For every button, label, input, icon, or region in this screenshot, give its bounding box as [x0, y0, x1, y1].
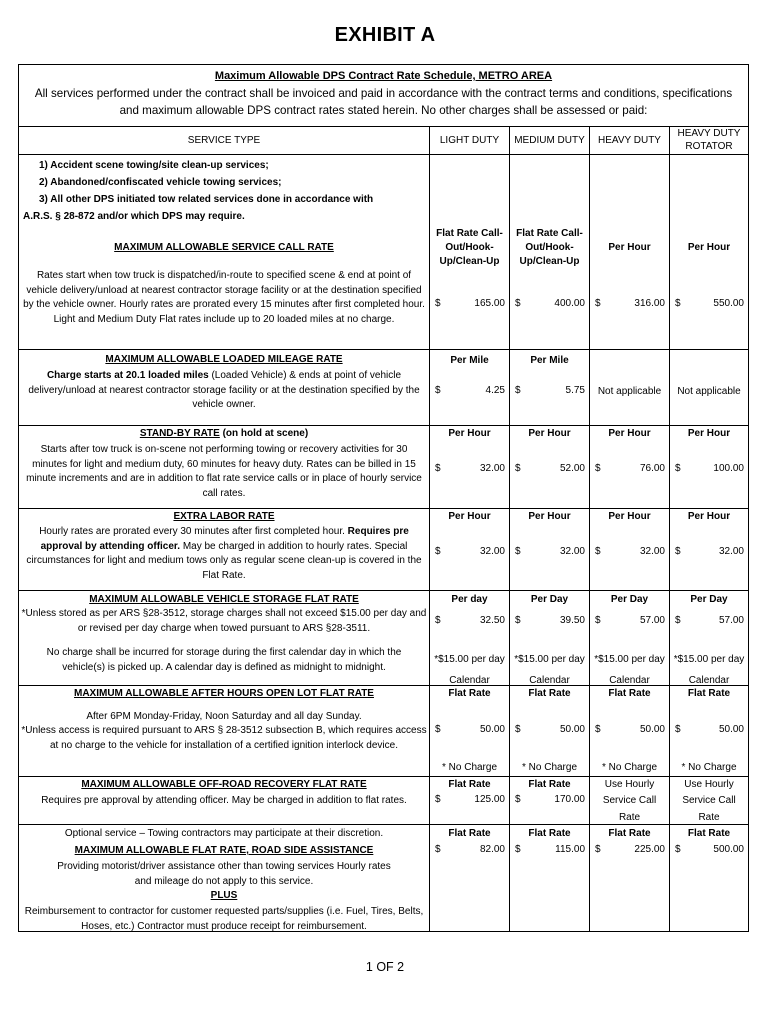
- rate-rotator: Rate: [698, 812, 720, 823]
- unit-medium: Flat Rate: [528, 688, 571, 699]
- unit-medium: Flat Rate: [528, 828, 571, 839]
- standby-title: STAND-BY RATE (on hold at scene): [139, 428, 309, 439]
- unit-light: Per Hour: [448, 511, 491, 522]
- svc-heavy: Service Call: [602, 795, 657, 806]
- roadside-plus: PLUS: [210, 890, 238, 901]
- storage-title: MAXIMUM ALLOWABLE VEHICLE STORAGE FLAT RATE: [89, 594, 359, 605]
- calendar-medium: Calendar: [529, 675, 570, 686]
- page-number: 1 OF 2: [365, 960, 405, 974]
- calendar-heavy: Calendar: [609, 675, 650, 686]
- offroad-title: MAXIMUM ALLOWABLE OFF-ROAD RECOVERY FLAT RATE: [81, 779, 367, 790]
- unit-light: Flat Rate: [448, 779, 491, 790]
- mileage-title: MAXIMUM ALLOWABLE LOADED MILEAGE RATE: [105, 354, 343, 365]
- price-heavy: $ 32.00: [595, 546, 665, 557]
- unit-rotator: Per Hour: [687, 242, 731, 253]
- afterhours-title: MAXIMUM ALLOWABLE AFTER HOURS OPEN LOT FLAT RATE: [74, 688, 374, 699]
- price-rotator: $ 500.00: [675, 844, 744, 855]
- col-medium-duty: MEDIUM DUTY: [514, 134, 585, 146]
- unit-rotator: Flat Rate: [687, 828, 731, 839]
- price-light: $ 125.00: [435, 794, 505, 805]
- roadside-optional: Optional service – Towing contractors may participate at their discretion.: [64, 828, 384, 839]
- price-heavy: $ 50.00: [595, 724, 665, 735]
- schedule-header: [19, 65, 748, 127]
- price-medium: $ 400.00: [515, 298, 585, 309]
- list-item: 3) All other DPS initiated tow related services done in accordance with: [39, 194, 374, 205]
- note-rotator: * No Charge: [681, 762, 737, 773]
- price-light: $ 165.00: [435, 298, 505, 309]
- price-medium: $ 32.00: [515, 546, 585, 557]
- price-light: $ 32.00: [435, 546, 505, 557]
- price-heavy: $ 316.00: [595, 298, 665, 309]
- storage-desc: *Unless stored as per ARS §28-3512, storage charges shall not exceed $15.00 per day and or revised per day charge when towed pursuant to ARS §28-3511.: [21, 608, 427, 634]
- na-heavy: Not applicable: [597, 386, 662, 397]
- schedule-subtitle: Maximum Allowable DPS Contract Rate Schedule, METRO AREA: [214, 70, 553, 82]
- unit-rotator: Per Hour: [687, 511, 731, 522]
- price-light: $ 32.50: [435, 615, 505, 626]
- service-call-desc: Rates start when tow truck is dispatched/in-route to specified scene & end at point of vehicle delivery/unload at nearest contractor storage facility or at the destination specified by the vehicle owner. Hourly rates are prorated every 15 minutes after first completed hour. Light and Medium Duty Flat rates include up to 20 loaded miles at no charge.: [23, 270, 425, 325]
- unit-heavy: Per Hour: [608, 242, 651, 253]
- note-light: * No Charge: [441, 762, 498, 773]
- price-heavy: $ 225.00: [595, 844, 665, 855]
- note-medium: *$15.00 per day: [514, 654, 585, 665]
- unit-light: Per Hour: [448, 428, 491, 439]
- price-rotator: $ 550.00: [675, 298, 744, 309]
- price-medium: $ 115.00: [515, 844, 585, 855]
- unit-heavy: Per Day: [610, 594, 649, 605]
- unit-rotator: Per Day: [690, 594, 728, 605]
- service-list: [23, 157, 374, 225]
- row-divider: [19, 824, 748, 825]
- price-medium: $ 50.00: [515, 724, 585, 735]
- list-item: A.R.S. § 28-872 and/or which DPS may require.: [23, 211, 245, 222]
- storage-desc-2: No charge shall be incurred for storage during the first calendar day in which the vehicle(s) is picked up. A calendar day is defined as midnight to midnight.: [46, 647, 402, 673]
- unit-light: Flat Rate: [448, 688, 491, 699]
- unit-rotator: Use Hourly: [684, 779, 734, 790]
- unit-medium: Per Hour: [528, 428, 571, 439]
- price-light: $ 50.00: [435, 724, 505, 735]
- note-heavy: *$15.00 per day: [594, 654, 665, 665]
- roadside-desc: Providing motorist/driver assistance other than towing services Hourly rates and mileage do not apply to this service.: [57, 861, 391, 887]
- unit-light: Flat Rate: [448, 828, 491, 839]
- page-title: EXHIBIT A: [334, 24, 436, 46]
- unit-rotator: Per Hour: [687, 428, 731, 439]
- unit-medium: Flat Rate: [528, 779, 571, 790]
- afterhours-desc: After 6PM Monday-Friday, Noon Saturday and all day Sunday.: [86, 711, 362, 722]
- na-rotator: Not applicable: [677, 386, 741, 397]
- unit-rotator: Flat Rate: [687, 688, 731, 699]
- row-divider: [19, 508, 748, 509]
- svc-rotator: Service Call: [682, 795, 736, 806]
- service-call-title: MAXIMUM ALLOWABLE SERVICE CALL RATE: [114, 242, 334, 253]
- note-medium: * No Charge: [521, 762, 578, 773]
- roadside-desc-2: Reimbursement to contractor for customer requested parts/supplies (i.e. Fuel, Tires, Belts, Hoses, etc.) Contractor must produce receipt for reimbursement.: [24, 906, 424, 932]
- unit-heavy: Per Hour: [608, 428, 651, 439]
- price-rotator: $ 50.00: [675, 724, 744, 735]
- price-heavy: $ 57.00: [595, 615, 665, 626]
- labor-desc: Hourly rates are prorated every 30 minutes after first completed hour. Requires pre approval by attending officer. May be charged in addition to hourly rates. Special circumstances for light and medium tows only as regular scene clean-up is covered in the Flat Rate.: [26, 526, 422, 581]
- list-item: 1) Accident scene towing/site clean-up services;: [39, 160, 269, 171]
- mileage-desc: Charge starts at 20.1 loaded miles (Loaded Vehicle) & ends at point of vehicle delivery/unload at nearest contractor storage facility or at the destination specified by the vehicle owner.: [28, 370, 420, 410]
- col-heavy-rotator: HEAVY DUTY ROTATOR: [677, 128, 741, 152]
- unit-heavy: Per Hour: [608, 511, 651, 522]
- price-heavy: $ 76.00: [595, 463, 665, 474]
- afterhours-desc-2: *Unless access is required pursuant to ARS § 28-3512 subsection B, which requires access at no charge to the vehicle for installation of a certified ignition interlock device.: [21, 725, 427, 751]
- price-medium: $ 39.50: [515, 615, 585, 626]
- rate-heavy: Rate: [618, 812, 641, 823]
- unit-heavy: Flat Rate: [608, 828, 651, 839]
- row-divider: [19, 590, 748, 591]
- offroad-desc: Requires pre approval by attending officer. May be charged in addition to flat rates.: [41, 795, 407, 806]
- unit-medium: Flat Rate Call-Out/Hook-Up/Clean-Up: [516, 228, 583, 267]
- note-rotator: *$15.00 per day: [673, 654, 745, 665]
- unit-medium: Per Day: [530, 594, 569, 605]
- unit-heavy: Use Hourly: [604, 779, 655, 790]
- note-heavy: * No Charge: [601, 762, 658, 773]
- schedule-intro: All services performed under the contract shall be invoiced and paid in accordance with the contract terms and conditions, specifications and maximum allowable DPS contract rates stated herein. No other charges shall be assessed or paid:: [34, 87, 733, 117]
- col-light-duty: LIGHT DUTY: [439, 134, 500, 146]
- unit-light: Flat Rate Call-Out/Hook-Up/Clean-Up: [436, 228, 503, 267]
- standby-desc: Starts after tow truck is on-scene not performing towing or recovery activities for 30 minutes for light and medium duty, 60 minutes for heavy duty. Rates can be billed in 15 minute increments and are in addition to flat rate service calls or in place of hourly service call rates.: [26, 444, 422, 499]
- unit-heavy: Flat Rate: [608, 688, 651, 699]
- price-medium: $ 52.00: [515, 463, 585, 474]
- price-rotator: $ 57.00: [675, 615, 744, 626]
- unit-light: Per Mile: [450, 355, 489, 366]
- unit-medium: Per Hour: [528, 511, 571, 522]
- price-light: $ 82.00: [435, 844, 505, 855]
- roadside-title: MAXIMUM ALLOWABLE FLAT RATE, ROAD SIDE ASSISTANCE: [74, 845, 374, 856]
- row-divider: [19, 154, 748, 155]
- unit-light: Per day: [451, 594, 488, 605]
- list-item: 2) Abandoned/confiscated vehicle towing services;: [39, 177, 282, 188]
- price-rotator: $ 32.00: [675, 546, 744, 557]
- note-light: *$15.00 per day: [434, 654, 505, 665]
- row-divider: [19, 685, 748, 686]
- price-light: $ 32.00: [435, 463, 505, 474]
- rate-schedule-table: [18, 64, 749, 932]
- price-light: $ 4.25: [435, 385, 505, 396]
- calendar-light: Calendar: [449, 675, 490, 686]
- row-divider: [19, 776, 748, 777]
- col-service-type: SERVICE TYPE: [187, 134, 261, 146]
- calendar-rotator: Calendar: [688, 675, 730, 686]
- price-medium: $ 170.00: [515, 794, 585, 805]
- price-rotator: $ 100.00: [675, 463, 744, 474]
- labor-title: EXTRA LABOR RATE: [173, 511, 275, 522]
- row-divider: [19, 349, 748, 350]
- price-medium: $ 5.75: [515, 385, 585, 396]
- col-heavy-duty: HEAVY DUTY: [598, 134, 661, 146]
- unit-medium: Per Mile: [530, 355, 569, 366]
- row-divider: [19, 425, 748, 426]
